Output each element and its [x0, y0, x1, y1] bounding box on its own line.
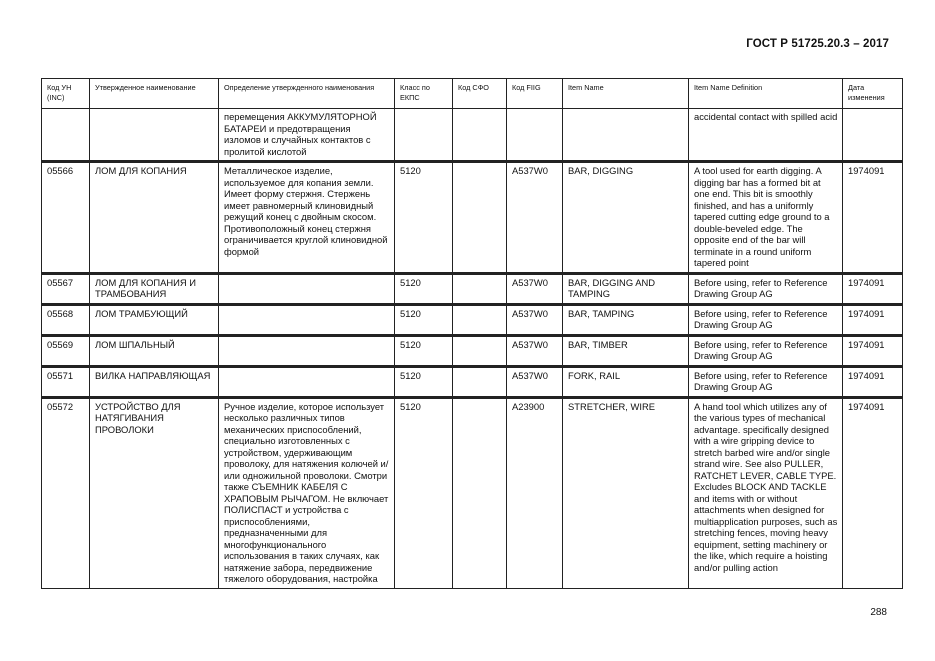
cell-item-name: BAR, DIGGING: [563, 162, 689, 274]
table-row: [42, 162, 903, 274]
cell-sfo: [453, 397, 507, 588]
col-header-fiig: Код FIIG: [507, 79, 563, 109]
cell-definition: [219, 335, 395, 366]
cell-definition: перемещения АККУМУЛЯТОРНОЙ БАТАРЕИ и предотвращения изломов и случайных контактов с пролитой кислотой: [219, 109, 395, 162]
cell-definition: [219, 273, 395, 304]
cell-item-definition: Before using, refer to Reference Drawing Group AG: [689, 304, 843, 335]
cell-item-name: BAR, DIGGING AND TAMPING: [563, 273, 689, 304]
col-header-name: Утвержденное наименование: [90, 79, 219, 109]
cell-inc: 05567: [42, 273, 90, 304]
cell-class: 5120: [395, 273, 453, 304]
table-row: [42, 335, 903, 366]
cell-name: ЛОМ ДЛЯ КОПАНИЯ И ТРАМБОВАНИЯ: [90, 273, 219, 304]
cell-date: 1974091: [843, 335, 903, 366]
cell-name: ВИЛКА НАПРАВЛЯЮЩАЯ: [90, 366, 219, 397]
cell-inc: 05569: [42, 335, 90, 366]
cell-fiig: A537W0: [507, 304, 563, 335]
cell-fiig: A537W0: [507, 335, 563, 366]
cell-date: 1974091: [843, 273, 903, 304]
cell-item-name: [563, 109, 689, 162]
cell-name: ЛОМ ШПАЛЬНЫЙ: [90, 335, 219, 366]
cell-sfo: [453, 109, 507, 162]
page-number: 288: [870, 607, 887, 618]
col-header-sfo: Код СФО: [453, 79, 507, 109]
cell-item-definition: A hand tool which utilizes any of the various types of mechanical advantage. specifically designed with a wire gripping device to stretch barbed wire and/or single strand wire. See also PULLER, RATCHET LEVER, CABLE TYPE. Excludes BLOCK AND TACKLE and items with or without attachments when designed for multiapplication purposes, such as stretching fences, moving heavy equipment, setting machinery or the like, which require a hoisting and/or pulling action: [689, 397, 843, 588]
table-row: [42, 109, 903, 162]
cell-item-definition: A tool used for earth digging. A digging bar has a formed bit at one end. This bit is smoothly finished, and has a uniformly tapered cutting edge ground to a double-beveled edge. The opposite end of the bar will terminate in a round uniform tapered point: [689, 162, 843, 274]
cell-date: 1974091: [843, 366, 903, 397]
cell-inc: [42, 109, 90, 162]
cell-item-definition: Before using, refer to Reference Drawing Group AG: [689, 335, 843, 366]
table-header-row: [42, 79, 903, 109]
cell-inc: 05566: [42, 162, 90, 274]
cell-class: 5120: [395, 335, 453, 366]
cell-date: 1974091: [843, 304, 903, 335]
cell-sfo: [453, 335, 507, 366]
cell-definition: Ручное изделие, которое использует несколько различных типов механических приспособлений, специально изготовленных с устройством, удерживающим проволоку, для натяжения колючей и/или одножильной проволоки. Смотри также СЪЕМНИК КАБЕЛЯ С ХРАПОВЫМ РЫЧАГОМ. Не включает ПОЛИСПАСТ и устройства с приспособлениями, предназначенными для многофункционального использования в таких случаях, как натяжение забора, передвижение тяжелого оборудования, настройка: [219, 397, 395, 588]
cell-name: УСТРОЙСТВО ДЛЯ НАТЯГИВАНИЯ ПРОВОЛОКИ: [90, 397, 219, 588]
cell-name: ЛОМ ДЛЯ КОПАНИЯ: [90, 162, 219, 274]
cell-item-name: STRETCHER, WIRE: [563, 397, 689, 588]
cell-date: 1974091: [843, 162, 903, 274]
cell-date: [843, 109, 903, 162]
cell-class: 5120: [395, 366, 453, 397]
cell-fiig: A537W0: [507, 162, 563, 274]
cell-class: 5120: [395, 162, 453, 274]
table-row: [42, 366, 903, 397]
catalog-table: [41, 78, 903, 589]
cell-item-name: FORK, RAIL: [563, 366, 689, 397]
cell-item-definition: Before using, refer to Reference Drawing Group AG: [689, 366, 843, 397]
cell-class: [395, 109, 453, 162]
cell-fiig: A23900: [507, 397, 563, 588]
cell-sfo: [453, 304, 507, 335]
cell-definition: Металлическое изделие, используемое для копания земли. Имеет форму стержня. Стержень имеет равномерный клиновидный режущий конец с двойным скосом. Противоположный конец стержня ограничивается круглой клиновидной формой: [219, 162, 395, 274]
cell-sfo: [453, 273, 507, 304]
col-header-date: Дата изменения: [843, 79, 903, 109]
cell-fiig: [507, 109, 563, 162]
cell-name: ЛОМ ТРАМБУЮЩИЙ: [90, 304, 219, 335]
cell-inc: 05568: [42, 304, 90, 335]
cell-sfo: [453, 366, 507, 397]
cell-fiig: A537W0: [507, 273, 563, 304]
cell-item-definition: Before using, refer to Reference Drawing Group AG: [689, 273, 843, 304]
col-header-item-definition: Item Name Definition: [689, 79, 843, 109]
cell-name: [90, 109, 219, 162]
cell-fiig: A537W0: [507, 366, 563, 397]
table-row: [42, 304, 903, 335]
cell-class: 5120: [395, 397, 453, 588]
cell-inc: 05572: [42, 397, 90, 588]
col-header-item-name: Item Name: [563, 79, 689, 109]
cell-inc: 05571: [42, 366, 90, 397]
cell-item-name: BAR, TIMBER: [563, 335, 689, 366]
col-header-inc: Код УН (INC): [42, 79, 90, 109]
cell-item-name: BAR, TAMPING: [563, 304, 689, 335]
cell-definition: [219, 366, 395, 397]
table-row: [42, 273, 903, 304]
cell-item-definition: accidental contact with spilled acid: [689, 109, 843, 162]
cell-definition: [219, 304, 395, 335]
document-code: ГОСТ Р 51725.20.3 – 2017: [746, 38, 889, 50]
cell-class: 5120: [395, 304, 453, 335]
table-row: [42, 397, 903, 588]
cell-date: 1974091: [843, 397, 903, 588]
cell-sfo: [453, 162, 507, 274]
col-header-class: Класс по ЕКПС: [395, 79, 453, 109]
col-header-definition: Определение утвержденного наименования: [219, 79, 395, 109]
